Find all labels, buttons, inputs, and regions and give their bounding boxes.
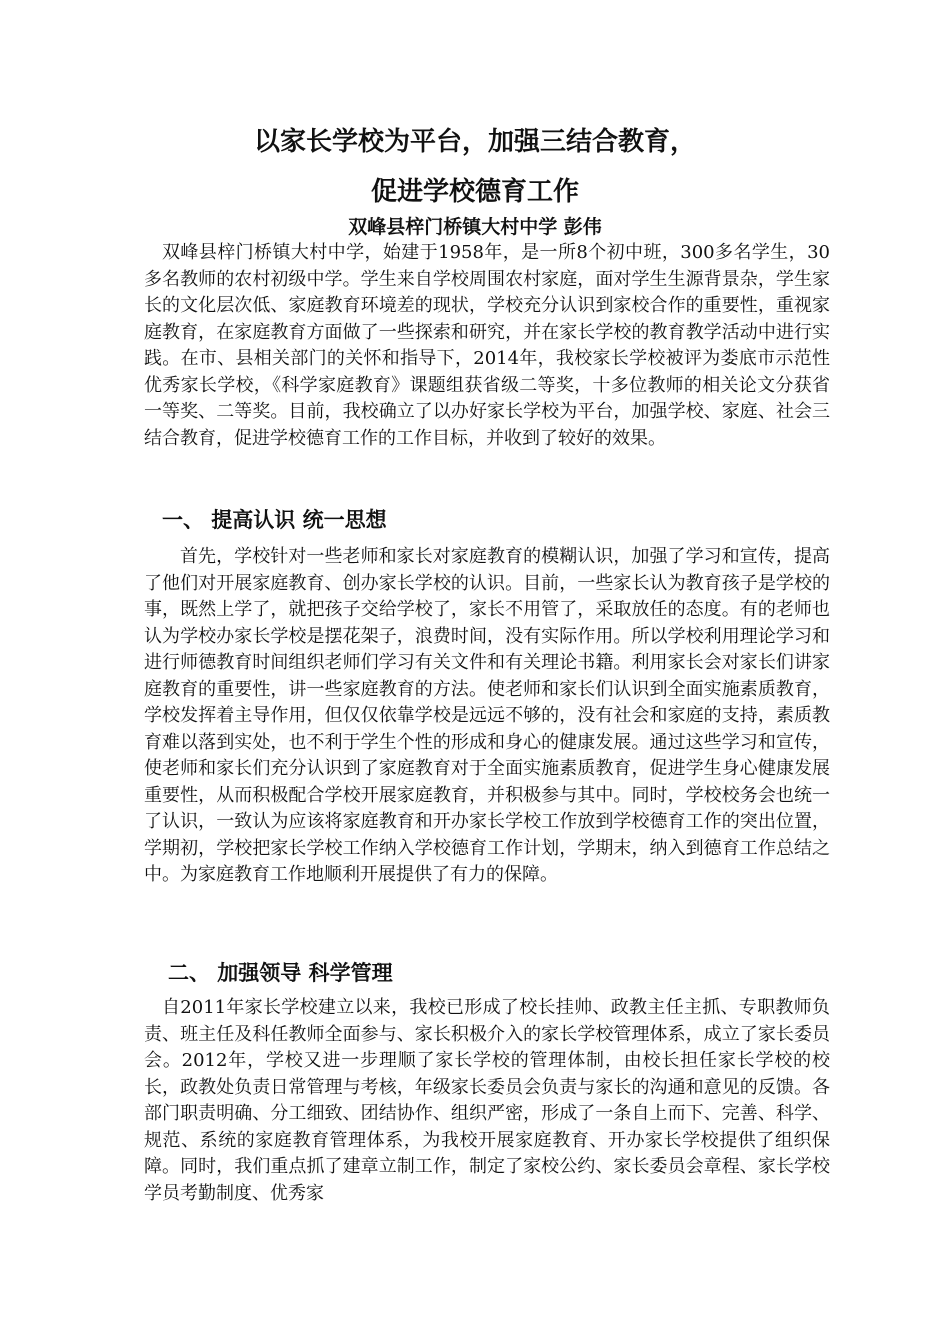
section2-paragraph: 自2011年家长学校建立以来，我校已形成了校长挂帅、政教主任主抓、专职教师负责、班主任及科任教师全面参与、家长积极介入的家长学校管理体系，成立了家长委员会。2012年，学校又进一步理顺了家长学校的管理体制，由校长担任家长学校的校长，政教处负责日常管理与考核，年级家长委员会负责与家长的沟通和意见的反馈。各部门职责明确、分工细致、团结协作、组织严密，形成了一条自上而下、完善、科学、规范、系统的家庭教育管理体系，为我校开展家庭教育、开办家长学校提供了组织保障。同时，我们重点抓了建章立制工作，制定了家校公约、家长委员会章程、家长学校学员考勤制度、优秀家 bbox=[144, 997, 830, 1204]
section2-heading: 二、 加强领导 科学管理 bbox=[168, 961, 393, 985]
section1-heading: 一、 提高认识 统一思想 bbox=[162, 508, 387, 532]
intro-paragraph: 双峰县梓门桥镇大村中学，始建于1958年，是一所8个初中班，300多名学生，30多名教师的农村初级中学。学生来自学校周围农村家庭，面对学生生源背景杂，学生家长的文化层次低、家庭教育环境差的现状，学校充分认识到家校合作的重要性，重视家庭教育，在家庭教育方面做了一些探索和研究，并在家长学校的教育教学活动中进行实践。在市、县相关部门的关怀和指导下，2014年，我校家长学校被评为娄底市示范性优秀家长学校，《科学家庭教育》课题组获省级二等奖，十多位教师的相关论文分获省一等奖、二等奖。目前，我校确立了以办好家长学校为平台，加强学校、家庭、社会三结合教育，促进学校德育工作的工作目标，并收到了较好的效果。 bbox=[144, 242, 830, 449]
document-author: 双峰县梓门桥镇大村中学 彭伟 bbox=[348, 216, 602, 238]
document-title-line1: 以家长学校为平台，加强三结合教育， bbox=[253, 127, 696, 157]
document-title-line2: 促进学校德育工作 bbox=[370, 177, 579, 207]
section1-paragraph: 首先，学校针对一些老师和家长对家庭教育的模糊认识，加强了学习和宣传，提高了他们对开展家庭教育、创办家长学校的认识。目前，一些家长认为教育孩子是学校的事，既然上学了，就把孩子交给学校了，家长不用管了，采取放任的态度。有的老师也认为学校办家长学校是摆花架子，浪费时间，没有实际作用。所以学校利用理论学习和进行师德教育时间组织老师们学习有关文件和有关理论书籍。利用家长会对家长们讲家庭教育的重要性，讲一些家庭教育的方法。使老师和家长们认识到全面实施素质教育，学校发挥着主导作用，但仅仅依靠学校是远远不够的，没有社会和家庭的支持，素质教育难以落到实处，也不利于学生个性的形成和身心的健康发展。通过这些学习和宣传，使老师和家长们充分认识到了家庭教育对于全面实施素质教育，促进学生身心健康发展重要性，从而积极配合学校开展家庭教育，并积极参与其中。同时，学校校务会也统一了认识，一致认为应该将家庭教育和开办家长学校工作放到学校德育工作的突出位置，学期初，学校把家长学校工作纳入学校德育工作计划，学期末，纳入到德育工作总结之中。为家庭教育工作地顺利开展提供了有力的保障。 bbox=[144, 546, 830, 885]
